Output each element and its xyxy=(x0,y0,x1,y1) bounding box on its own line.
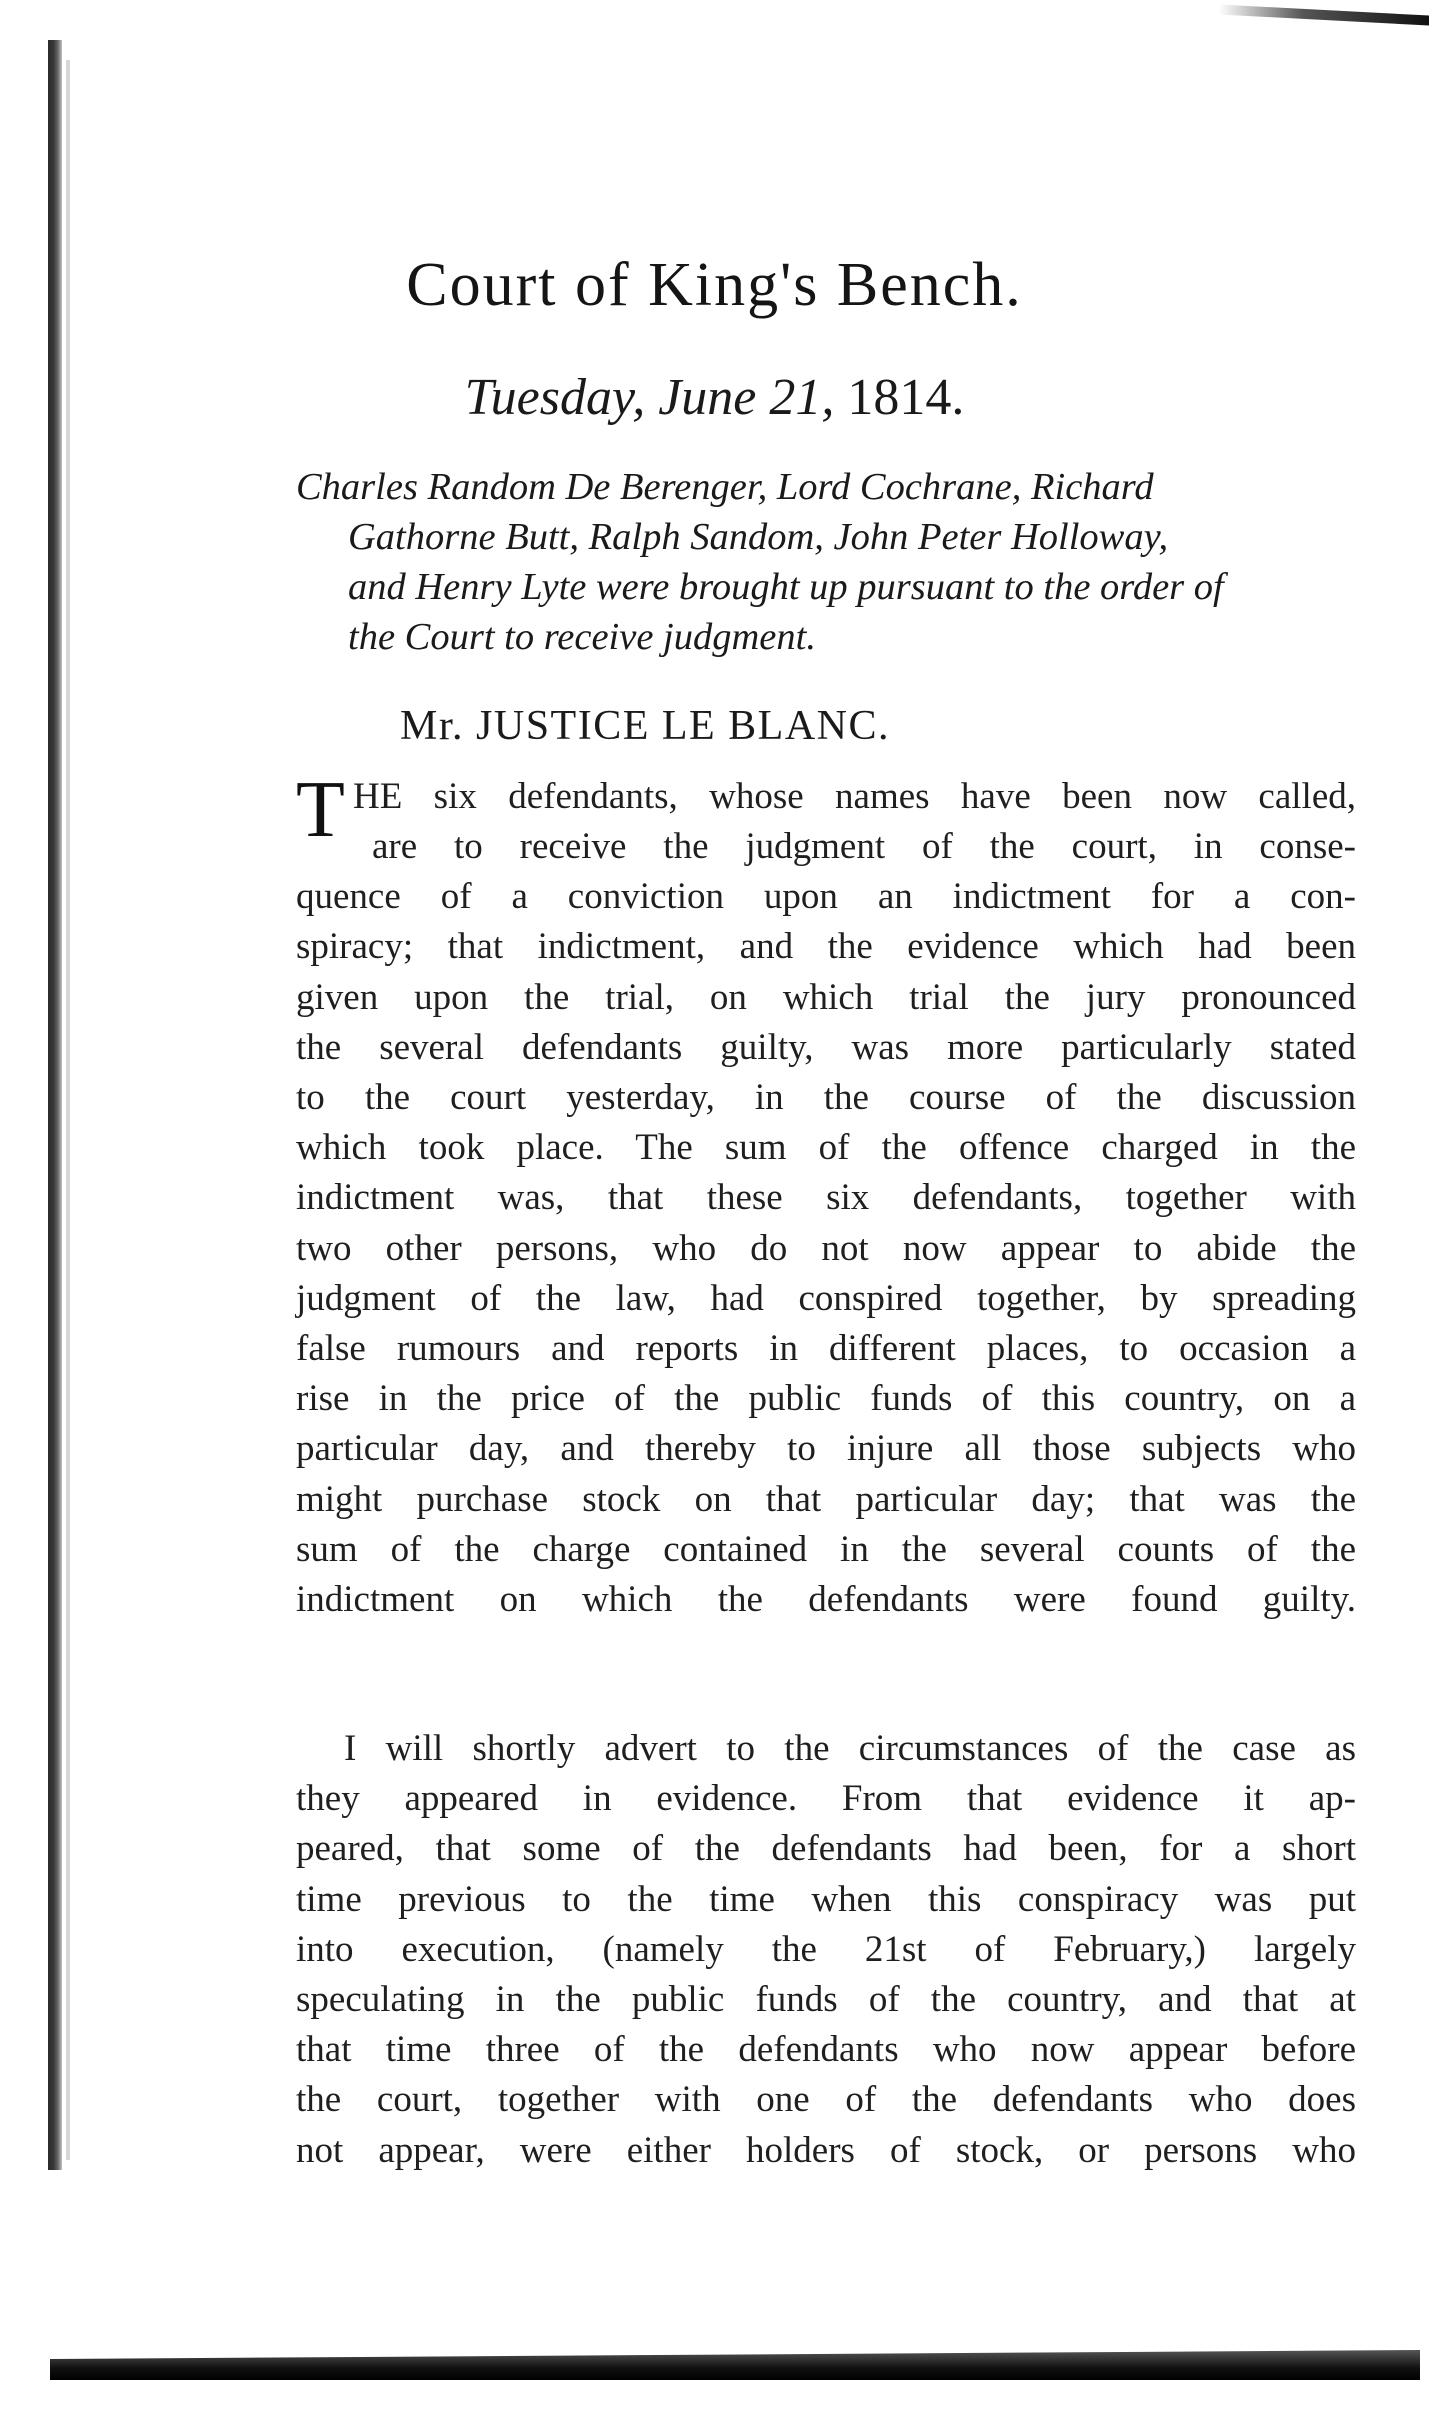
text-line: to the court yesterday, in the course of the discussion xyxy=(296,1077,1356,1119)
text-line: given upon the trial, on which trial the jury pronounced xyxy=(296,976,1356,1018)
text-line: peared, that some of the defendants had been, for a short xyxy=(296,1828,1356,1870)
paragraph-1 xyxy=(296,822,1356,1625)
intro-line: Charles Random De Berenger, Lord Cochrane, Richard xyxy=(296,466,1154,508)
text-line: into execution, (namely the 21st of February,) largely xyxy=(296,1928,1356,1970)
drop-cap: T xyxy=(296,766,345,854)
scan-bottom-edge xyxy=(50,2350,1420,2380)
text-line: sum of the charge contained in the several counts of the xyxy=(296,1528,1356,1570)
intro-line: the Court to receive judgment. xyxy=(348,616,816,658)
text-line: quence of a conviction upon an indictment for a con- xyxy=(296,876,1356,918)
paragraph-2 xyxy=(296,1724,1356,2176)
hearing-date xyxy=(0,368,1429,427)
intro-line: Gathorne Butt, Ralph Sandom, John Peter Holloway, xyxy=(348,516,1169,558)
date-day: Tuesday, xyxy=(464,369,646,426)
text-line: indictment was, that these six defendants, together with xyxy=(296,1177,1356,1219)
date-month-day: June 21, xyxy=(658,369,835,426)
date-year: 1814. xyxy=(847,369,965,426)
text-line: might purchase stock on that particular day; that was the xyxy=(296,1478,1356,1520)
intro-paragraph xyxy=(296,462,1356,662)
text-line: time previous to the time when this conspiracy was put xyxy=(296,1878,1356,1920)
text-line: they appeared in evidence. From that evidence it ap- xyxy=(296,1778,1356,1820)
text-line: judgment of the law, had conspired together, by spreading xyxy=(296,1277,1356,1319)
text-line: which took place. The sum of the offence charged in the xyxy=(296,1127,1356,1169)
text-line: are to receive the judgment of the court, in conse- xyxy=(372,826,1356,867)
text-line: not appear, were either holders of stock, or persons who xyxy=(296,2129,1356,2171)
text-line: indictment on which the defendants were found guilty. xyxy=(296,1579,1356,1621)
scan-top-right-mark xyxy=(1219,4,1429,25)
text-line: the several defendants guilty, was more particularly stated xyxy=(296,1026,1356,1068)
text-line: particular day, and thereby to injure all those subjects who xyxy=(296,1428,1356,1470)
paragraph-1-first-line: HE six defendants, whose names have been now called, xyxy=(353,776,1356,817)
text-line: that time three of the defendants who now appear before xyxy=(296,2029,1356,2071)
page-title: Court of King's Bench. xyxy=(406,251,1023,319)
text-line: two other persons, who do not now appear to abide the xyxy=(296,1227,1356,1269)
text-line: rise in the price of the public funds of this country, on a xyxy=(296,1378,1356,1420)
intro-line: and Henry Lyte were brought up pursuant to the order of xyxy=(348,566,1224,608)
text-line: false rumours and reports in different places, to occasion a xyxy=(296,1328,1356,1370)
speaker-heading: Mr. JUSTICE LE BLANC. xyxy=(400,703,891,749)
scan-left-edge xyxy=(48,40,62,2170)
text-line: I will shortly advert to the circumstances of the case as xyxy=(344,1728,1356,1769)
text-line: spiracy; that indictment, and the evidence which had been xyxy=(296,926,1356,968)
text-line: the court, together with one of the defendants who does xyxy=(296,2079,1356,2121)
text-line: speculating in the public funds of the country, and that at xyxy=(296,1979,1356,2021)
